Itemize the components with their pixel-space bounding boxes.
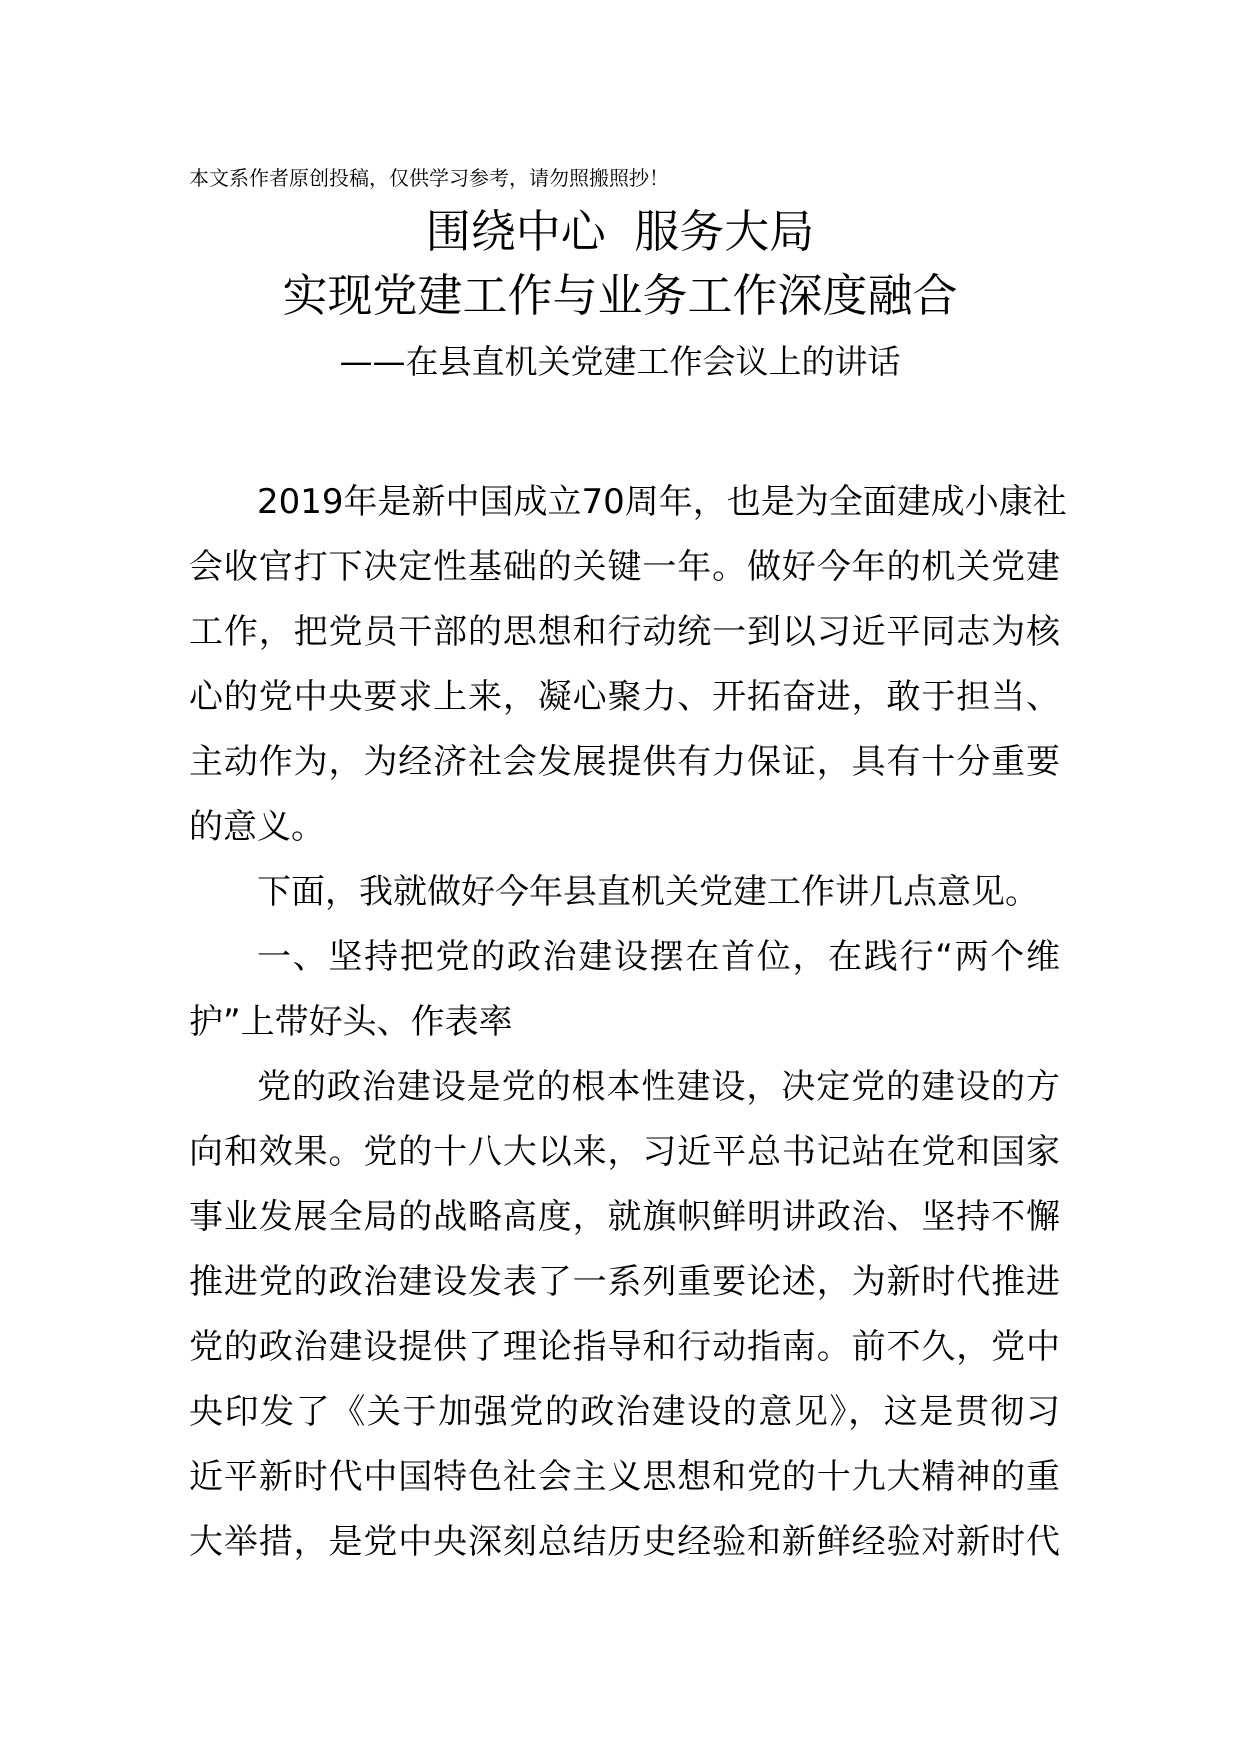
subtitle: ——在县直机关党建工作会议上的讲话 <box>339 342 901 381</box>
body-text-line: 会收官打下决定性基础的关键一年。做好今年的机关党建 <box>189 547 1060 587</box>
body-text-line: 主动作为，为经济社会发展提供有力保证，具有十分重要 <box>189 742 1060 782</box>
body-text-line: 2019年是新中国成立70周年，也是为全面建成小康社 <box>257 482 1067 522</box>
body-text-line: 推进党的政治建设发表了一系列重要论述，为新时代推进 <box>189 1262 1060 1302</box>
body-text-line: 党的政治建设是党的根本性建设，决定党的建设的方 <box>257 1067 1060 1107</box>
title-line-2: 实现党建工作与业务工作深度融合 <box>282 269 958 322</box>
body-text-line: 向和效果。党的十八大以来，习近平总书记站在党和国家 <box>189 1132 1060 1172</box>
body-text-line: 大举措，是党中央深刻总结历史经验和新鲜经验对新时代 <box>189 1522 1060 1562</box>
body-text-line: 下面，我就做好今年县直机关党建工作讲几点意见。 <box>257 872 1039 912</box>
body-text-line: 近平新时代中国特色社会主义思想和党的十九大精神的重 <box>189 1457 1060 1497</box>
copyright-note: 本文系作者原创投稿，仅供学习参考，请勿照搬照抄！ <box>189 166 669 190</box>
body-text-line: 的意义。 <box>189 807 325 847</box>
document-body <box>189 470 1067 1575</box>
body-text-line: 护”上带好头、作表率 <box>189 1002 513 1042</box>
body-text-line: 工作，把党员干部的思想和行动统一到以习近平同志为核 <box>189 612 1060 652</box>
title-line-1: 围绕中心 服务大局 <box>425 205 815 258</box>
body-text-line: 心的党中央要求上来，凝心聚力、开拓奋进，敢于担当、 <box>189 677 1060 717</box>
body-text-line: 央印发了《关于加强党的政治建设的意见》，这是贯彻习 <box>189 1392 1060 1432</box>
body-text-line: 党的政治建设提供了理论指导和行动指南。前不久，党中 <box>189 1327 1060 1367</box>
body-text-line: 事业发展全局的战略高度，就旗帜鲜明讲政治、坚持不懈 <box>189 1197 1060 1237</box>
body-text-line: 一、坚持把党的政治建设摆在首位，在践行“两个维 <box>257 937 1060 977</box>
